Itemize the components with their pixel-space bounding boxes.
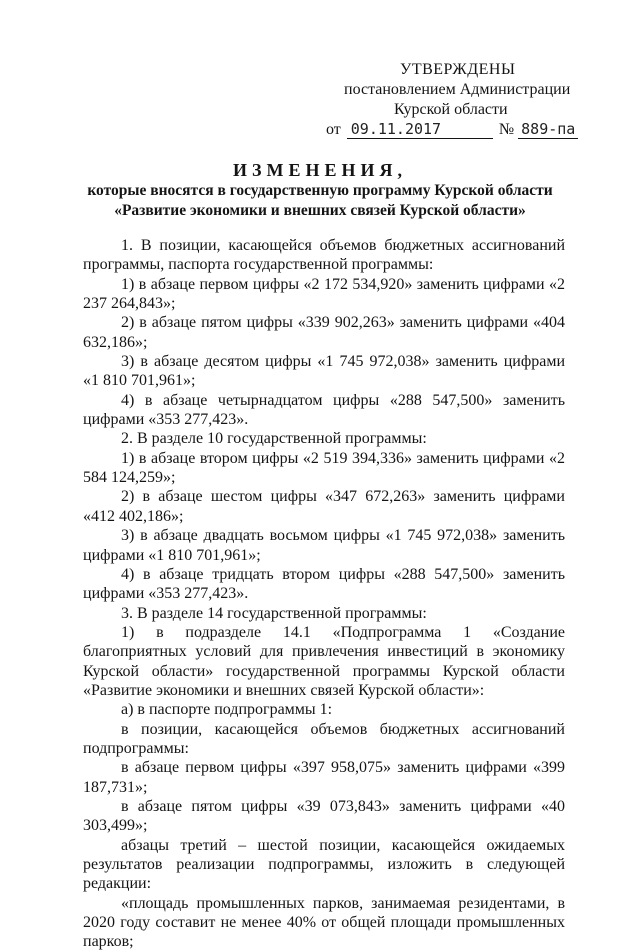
paragraph: 2. В разделе 10 государственной программы: xyxy=(121,430,427,448)
date-label: от xyxy=(326,121,341,138)
paragraph: 1) в подразделе 14.1 «Подпрограмма 1 «Создание благоприятных условий для привлечения инвестиций в экономику Курской области» государственной программы Курской области «Развитие экономики и внешних связей Курской области»: xyxy=(83,623,565,699)
paragraph: а) в паспорте подпрограммы 1: xyxy=(121,701,333,719)
paragraph: 1) в абзаце втором цифры «2 519 394,336» заменить цифрами «2 584 124,259»; xyxy=(83,449,565,487)
approval-number: 889-па xyxy=(518,120,578,139)
number-label: № xyxy=(498,121,515,138)
paragraph: в абзаце пятом цифры «39 073,843» заменить цифрами «40 303,499»; xyxy=(83,797,565,835)
approval-date: 09.11.2017 xyxy=(347,120,493,139)
paragraph: 1) в абзаце первом цифры «2 172 534,920» заменить цифрами «2 237 264,843»; xyxy=(83,275,565,313)
paragraph: 4) в абзаце тридцать втором цифры «288 547,500» заменить цифрами «353 277,423». xyxy=(83,565,565,603)
paragraph: 1. В позиции, касающейся объемов бюджетных ассигнований программы, паспорта государственной программы: xyxy=(83,237,565,274)
paragraph: 2) в абзаце пятом цифры «339 902,263» заменить цифрами «404 632,186»; xyxy=(83,314,565,351)
paragraph: в позиции, касающейся объемов бюджетных ассигнований подпрограммы: xyxy=(83,720,565,757)
approval-stamp xyxy=(318,60,578,140)
paragraph: 4) в абзаце четырнадцатом цифры «288 547,500» заменить цифрами «353 277,423». xyxy=(83,391,565,429)
approval-region: Курской области xyxy=(394,101,508,118)
paragraph: 3. В разделе 14 государственной программы: xyxy=(121,604,427,622)
paragraph: 3) в абзаце десятом цифры «1 745 972,038» заменить цифрами «1 810 701,961»; xyxy=(83,353,565,390)
paragraph: в абзаце первом цифры «397 958,075» заменить цифрами «399 187,731»; xyxy=(83,759,565,796)
paragraph: абзацы третий – шестой позиции, касающейся ожидаемых результатов реализации подпрограммы, изложить в следующей редакции: xyxy=(83,836,565,893)
approval-date-number-line xyxy=(318,120,578,140)
subtitle-line-1: которые вносятся в государственную программу Курской области xyxy=(87,182,553,199)
document-body xyxy=(83,236,565,952)
paragraph: «площадь промышленных парков, занимаемая резидентами, в 2020 году составит не менее 40% от общей площади промышленных парков; xyxy=(83,894,565,951)
approval-issuer: постановлением Администрации xyxy=(344,81,571,98)
document-title: ИЗМЕНЕНИЯ, xyxy=(232,160,407,180)
approval-title: УТВЕРЖДЕНЫ xyxy=(400,61,516,78)
document-subtitle xyxy=(70,181,570,221)
subtitle-line-2: «Развитие экономики и внешних связей Курской области» xyxy=(114,202,526,219)
paragraph: 2) в абзаце шестом цифры «347 672,263» заменить цифрами «412 402,186»; xyxy=(83,488,565,525)
paragraph: 3) в абзаце двадцать восьмом цифры «1 745 972,038» заменить цифрами «1 810 701,961»; xyxy=(83,527,565,564)
